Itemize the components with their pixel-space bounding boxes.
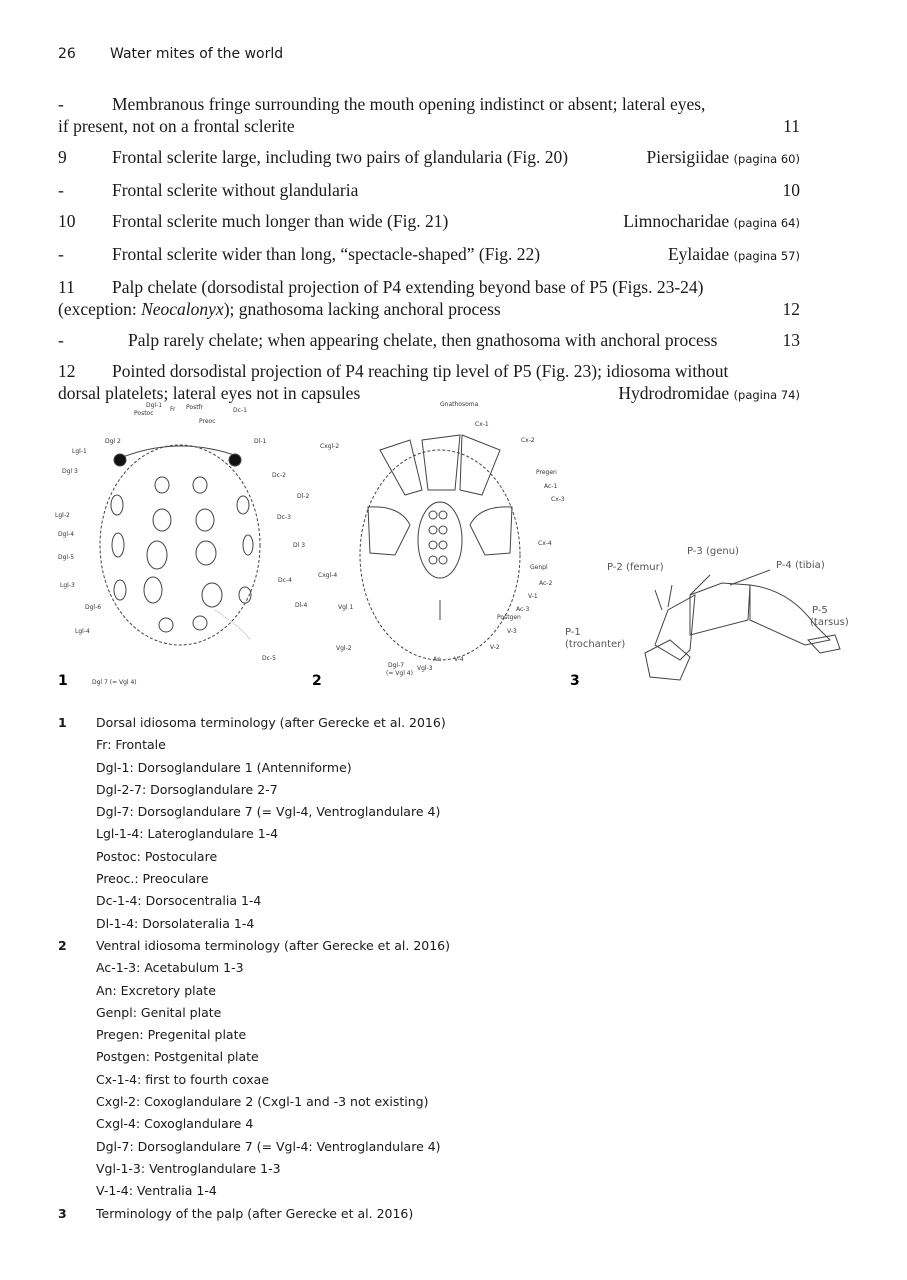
fig1-label: Dc-4	[278, 577, 292, 584]
page-reference: (pagina 74)	[733, 388, 800, 402]
fig1-label: Postoc	[134, 410, 154, 417]
fig1-label: Dgl 7 (= Vgl 4)	[92, 679, 137, 686]
figure-number: 2	[312, 673, 322, 689]
fig2-label: Ac-2	[539, 580, 553, 587]
couplet-number: 10	[58, 211, 76, 231]
caption-item: Postgen: Postgenital plate	[96, 1049, 259, 1065]
caption-item: Cxgl-4: Coxoglandulare 4	[96, 1116, 254, 1132]
fig1-label: Dgl 3	[62, 468, 78, 475]
caption-number: 1	[58, 715, 67, 730]
fig1-label: Dc-2	[272, 472, 286, 479]
identification-key	[58, 93, 800, 415]
caption-title: Dorsal idiosoma terminology (after Gerecke et al. 2016)	[96, 715, 446, 730]
fig1-label: Dl-2	[297, 493, 310, 500]
caption-item: Pregen: Pregenital plate	[96, 1027, 247, 1043]
caption-title: Ventral idiosoma terminology (after Gerecke et al. 2016)	[96, 937, 451, 953]
couplet-text: Palp rarely chelate; when appearing chelate, then gnathosoma with anchoral process	[128, 330, 718, 350]
couplet-text: Pointed dorsodistal projection of P4 reaching tip level of P5 (Fig. 23); idiosoma without	[112, 361, 729, 381]
page-reference: (pagina 60)	[733, 152, 800, 166]
fig1-label: Lgl-4	[75, 628, 90, 635]
caption-item: Dgl-7: Dorsoglandulare 7 (= Vgl-4, Ventroglandulare 4)	[96, 804, 441, 820]
couplet-text: (exception:	[58, 299, 142, 319]
couplet-text: if present, not on a frontal sclerite	[58, 116, 295, 136]
ventral-idiosoma-drawing	[360, 435, 520, 660]
key-couplet	[58, 243, 800, 267]
caption-item: Vgl-1-3: Ventroglandulare 1-3	[96, 1160, 281, 1176]
figure-captions	[58, 712, 450, 1225]
caption-heading	[58, 712, 450, 734]
couplet-number: 9	[58, 147, 67, 167]
fig2-label: Postgen	[497, 614, 521, 621]
key-couplet	[58, 146, 800, 170]
couplet-number: -	[58, 94, 64, 114]
couplet-text: Frontal sclerite large, including two pairs of glandularia (Fig. 20)	[112, 147, 569, 167]
fig3-label: P-3 (genu)	[687, 546, 739, 557]
caption-item: Dgl-2-7: Dorsoglandulare 2-7	[96, 781, 278, 797]
figure-plate	[50, 395, 860, 695]
couplet-number: -	[58, 180, 64, 200]
caption-item: Cxgl-2: Coxoglandulare 2 (Cxgl-1 and -3 not existing)	[96, 1094, 429, 1110]
fig3-label: (tarsus)	[810, 617, 849, 628]
family-name: Hydrodromidae	[618, 383, 730, 403]
fig3-label: P-4 (tibia)	[776, 560, 825, 571]
fig1-label: Postfr	[186, 404, 204, 411]
couplet-number: 11	[58, 277, 75, 297]
couplet-lead: 13	[782, 330, 800, 350]
key-couplet	[58, 329, 800, 351]
fig2-label: (= Vgl 4)	[386, 670, 413, 677]
couplet-number: -	[58, 244, 64, 264]
family-name: Eylaidae	[667, 244, 730, 264]
couplet-text: Palp chelate (dorsodistal projection of P4 extending beyond base of P5 (Figs. 23-24)	[112, 277, 704, 297]
caption-item: Cx-1-4: first to fourth coxae	[96, 1071, 269, 1087]
couplet-lead: 10	[782, 180, 800, 200]
book-title: Water mites of the world	[110, 46, 284, 62]
caption-item: Fr: Frontale	[96, 737, 166, 753]
caption-item: Dc-1-4: Dorsocentralia 1-4	[96, 893, 262, 909]
fig1-label: Dgl-5	[58, 554, 75, 561]
fig2-label: Genpl	[530, 564, 548, 571]
fig2-label: Ac-1	[544, 483, 558, 490]
fig1-label: Dl-1	[254, 438, 267, 445]
caption-item: Lgl-1-4: Lateroglandulare 1-4	[96, 826, 279, 842]
fig1-label: Dl-4	[295, 602, 308, 609]
caption-item: V-1-4: Ventralia 1-4	[96, 1183, 217, 1199]
fig3-label: (trochanter)	[565, 639, 626, 650]
caption-item: Ac-1-3: Acetabulum 1-3	[96, 960, 244, 976]
caption-heading	[58, 1203, 450, 1225]
fig1-label: Dgl-4	[58, 531, 75, 538]
caption-item: Genpl: Genital plate	[96, 1004, 222, 1020]
fig2-label: Vgl 1	[338, 604, 354, 611]
couplet-number: -	[58, 330, 64, 350]
fig2-label: Pregen	[536, 469, 557, 476]
caption-item: Dgl-1: Dorsoglandulare 1 (Antenniforme)	[96, 759, 352, 775]
fig1-label: Dgl-1	[146, 402, 163, 409]
fig2-label: Gnathosoma	[440, 401, 479, 408]
genus-name: Neocalonyx	[141, 299, 224, 319]
caption-item: Dgl-7: Dorsoglandulare 7 (= Vgl-4: Ventroglandulare 4)	[96, 1138, 441, 1154]
fig2-label: V-4	[454, 656, 464, 663]
caption-item: Preoc.: Preoculare	[96, 871, 209, 887]
fig1-label: Preoc	[199, 418, 216, 425]
couplet-text: Frontal sclerite much longer than wide (Fig. 21)	[112, 211, 449, 231]
fig1-label: Dl 3	[293, 542, 306, 549]
page-reference: (pagina 64)	[733, 216, 800, 230]
fig2-label: Cx-4	[538, 540, 552, 547]
fig1-label: Dc-1	[233, 407, 247, 414]
fig2-label: Vgl-3	[417, 665, 433, 672]
dorsal-idiosoma-drawing	[100, 445, 260, 645]
caption-item: Postoc: Postoculare	[96, 848, 218, 864]
fig1-label: Fr	[170, 406, 176, 413]
running-header	[58, 46, 283, 62]
key-couplet	[58, 210, 800, 234]
couplet-text: Frontal sclerite without glandularia	[112, 180, 359, 200]
fig2-label: V-3	[507, 628, 517, 635]
fig1-label: Dgl 2	[105, 438, 121, 445]
fig2-label: Vgl-2	[336, 645, 352, 652]
caption-item: An: Excretory plate	[96, 982, 216, 998]
fig2-label: Cx-2	[521, 437, 535, 444]
fig2-label: Cx-3	[551, 496, 565, 503]
fig2-label: Cx-1	[475, 421, 489, 428]
figure-drawings	[50, 395, 860, 695]
key-couplet	[58, 276, 800, 320]
couplet-text: dorsal platelets; lateral eyes not in capsules	[58, 383, 361, 403]
fig3-label: P-2 (femur)	[607, 562, 664, 573]
fig3-label: P-5	[812, 605, 828, 616]
fig1-label: Lgl-1	[72, 448, 87, 455]
couplet-lead: 11	[783, 116, 800, 136]
caption-number: 3	[58, 1205, 67, 1221]
couplet-lead: 12	[782, 299, 800, 319]
fig2-label: V-1	[528, 593, 538, 600]
fig2-label: V-2	[490, 644, 500, 651]
key-couplet	[58, 93, 800, 137]
family-name: Piersigiidae	[646, 147, 730, 167]
figure-number: 3	[570, 673, 580, 689]
fig1-label: Dgl-6	[85, 604, 102, 611]
fig2-label: An	[433, 656, 441, 663]
fig2-label: Dgl-7	[388, 662, 405, 669]
fig1-label: Lgl-3	[60, 582, 75, 589]
key-couplet	[58, 179, 800, 201]
caption-title: Terminology of the palp (after Gerecke et al. 2016)	[96, 1205, 414, 1221]
fig1-label: Lgl-2	[55, 512, 70, 519]
couplet-text: Frontal sclerite wider than long, “spectacle-shaped” (Fig. 22)	[112, 244, 541, 264]
fig1-label: Dc-3	[277, 514, 291, 521]
figure-number: 1	[58, 673, 68, 689]
couplet-number: 12	[58, 361, 76, 381]
fig1-label: Dc-5	[262, 655, 276, 662]
caption-heading	[58, 935, 450, 957]
family-name: Limnocharidae	[623, 211, 730, 231]
couplet-text: Membranous fringe surrounding the mouth opening indistinct or absent; lateral eyes,	[112, 94, 706, 114]
page-reference: (pagina 57)	[733, 249, 800, 263]
fig2-label: Cxgl-4	[318, 572, 338, 579]
fig2-label: Cxgl-2	[320, 443, 340, 450]
fig3-label: P-1	[565, 627, 581, 638]
fig2-label: Ac-3	[516, 606, 530, 613]
page-number: 26	[58, 46, 76, 62]
caption-item: Dl-1-4: Dorsolateralia 1-4	[96, 915, 255, 931]
caption-number: 2	[58, 937, 67, 953]
couplet-text: ); gnathosoma lacking anchoral process	[223, 299, 501, 319]
